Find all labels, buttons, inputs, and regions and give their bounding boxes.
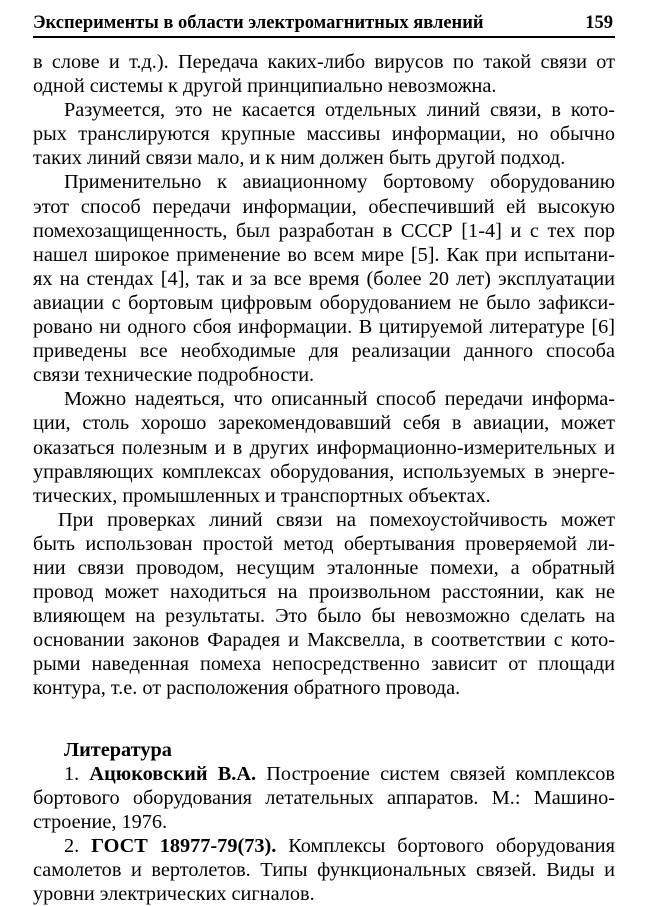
text-line: одной системы к другой принципиально невозможна. — [33, 75, 497, 98]
text-line: таких линий связи мало, и к ним должен быть другой подход. — [33, 147, 566, 170]
text-line: ции, столь хорошо зарекомендовавший себя в авиации, может — [33, 412, 615, 435]
text-line: самолетов и вертолетов. Типы функциональных связей. Виды и — [33, 859, 615, 881]
paragraph — [33, 50, 615, 98]
text-line: основании законов Фарадея и Максвелла, в соответствии с кото- — [33, 629, 615, 652]
text-line: Можно надеяться, что описанный способ передачи информа- — [64, 388, 615, 411]
reference-title: Построение систем связей комплексов — [266, 762, 616, 785]
reference-item — [33, 762, 615, 834]
text-line: контура, т.е. от расположения обратного провода. — [33, 677, 461, 700]
reference-author: ГОСТ 18977-79(73). — [91, 834, 277, 857]
text-line: строение, 1976. — [33, 810, 168, 833]
running-header-title: Эксперименты в области электромагнитных явлений — [33, 13, 484, 33]
text-line: управляющих комплексах оборудования, используемых в энерге- — [33, 460, 615, 483]
text-line: помехозащищенность, был разработан в СССР [1-4] и с тех пор — [33, 219, 615, 242]
text-line: в слове и т.д.). Передача каких-либо вирусов по такой связи от — [33, 51, 615, 73]
text-line — [33, 762, 615, 786]
paragraph — [33, 98, 615, 170]
text-line: влияющем на результаты. Это было бы невозможно сделать на — [33, 605, 615, 628]
text-line: тических, промышленных и транспортных объектах. — [33, 484, 491, 507]
text-line: авиации с бортовым цифровым оборудованием не было зафикси- — [33, 291, 615, 314]
text-line: провод может находиться на произвольном расстоянии, как не — [33, 581, 615, 604]
references-section — [33, 738, 615, 906]
text-line: рыми наведенная помеха непосредственно зависит от площади — [33, 653, 615, 676]
reference-title: Комплексы бортового оборудования — [288, 834, 615, 857]
text-line: Применительно к авиационному бортовому оборудованию — [64, 171, 615, 194]
running-header — [33, 10, 615, 38]
references-heading: Литература — [64, 738, 172, 761]
paragraph — [33, 170, 615, 387]
page-number: 159 — [585, 13, 613, 33]
reference-author: Ацюковский В.А. — [89, 762, 257, 785]
text-line: рых транслируются крупные массивы информации, но обычно — [33, 123, 615, 146]
section-gap — [33, 701, 615, 738]
text-line: нашел широкое применение во всем мире [5]. Как при испытани- — [33, 243, 615, 266]
text-line: При проверках линий связи на помехоустойчивость может — [58, 508, 615, 531]
text-line: нии связи проводом, несущим эталонные помехи, а обратный — [33, 556, 615, 579]
reference-item — [33, 834, 615, 906]
text-line: уровни электрических сигналов. — [33, 883, 315, 906]
text-line: быть использован простой метод обертывания проверяемой ли- — [33, 532, 615, 555]
text-line — [33, 834, 615, 858]
reference-number: 1. — [64, 762, 80, 785]
text-line: бортового оборудования летательных аппаратов. М.: Машино- — [33, 786, 615, 809]
text-line: Разумеется, это не касается отдельных линий связи, в кото- — [64, 99, 615, 122]
paragraph — [33, 387, 615, 507]
text-line: этот способ передачи информации, обеспечивший ей высокую — [33, 195, 615, 218]
page-body — [33, 50, 615, 906]
text-line: оказаться полезным и в других информационно-измерительных и — [33, 436, 615, 459]
text-line: ровано ни одного сбоя информации. В цитируемой литературе [6] — [33, 316, 615, 339]
text-line: ях на стендах [4], так и за все время (более 20 лет) эксплуатации — [33, 267, 615, 290]
paragraph — [33, 508, 615, 701]
text-line: связи технические подробности. — [33, 364, 315, 387]
reference-number: 2. — [64, 834, 80, 857]
text-line: приведены все необходимые для реализации данного способа — [33, 340, 615, 363]
